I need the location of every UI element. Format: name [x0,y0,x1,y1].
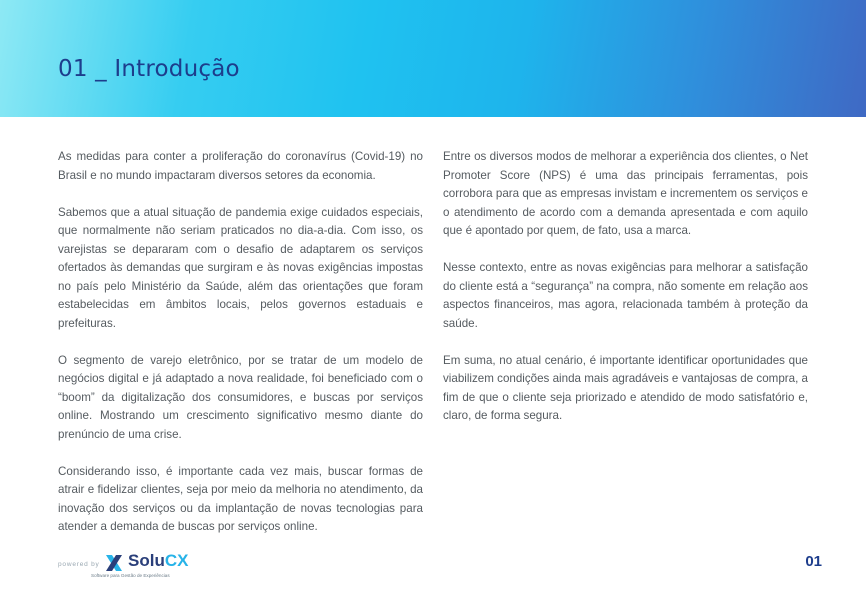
paragraph: Sabemos que a atual situação de pandemia exige cuidados especiais, que normalmente não seriam praticados no dia-a-dia. Com isso, os varejistas se depararam com o desafio de adaptarem os serviços ofertados às demandas que surgiram e às novas exigências impostas no país pelo Ministério da Saúde, além das orientações que foram estabelecidas em âmbitos locais, pelos governos estaduais e prefeituras. [58,205,423,330]
logo-wordmark-cx: CX [164,551,189,570]
paragraph: Em suma, no atual cenário, é importante identificar oportunidades que viabilizem condições ainda mais agradáveis e vantajosas de compra, a fim de que o cliente seja priorizado e atendido de modo satisfatório e, claro, de forma segura. [443,353,808,422]
logo-tagline: Software para Gestão de Experiências [91,573,170,578]
header-banner [0,0,866,117]
logo-wordmark-solu: Solu [128,551,165,570]
paragraph: O segmento de varejo eletrônico, por se tratar de um modelo de negócios digital e já adaptado a nova realidade, foi beneficiado com o “boom” da digitalização dos consumidores, e buscas por serviços online. Mostrando um crescimento significativo mesmo diante do prenúncio de uma crise. [58,353,423,441]
paragraph: Considerando isso, é importante cada vez mais, buscar formas de atrair e fidelizar clientes, seja por meio da melhoria no atendimento, da inovação dos serviços ou da implantação de novas tecnologias para atender a demanda de buscas por serviços online. [58,464,423,533]
page-title: 01 _ Introdução [58,56,240,82]
page-number: 01 [805,553,822,570]
left-column [58,148,423,555]
paragraph: Nesse contexto, entre as novas exigências para melhorar a satisfação do cliente está a “segurança” na compra, não somente em relação aos aspectos financeiros, mas agora, relacionada também à proteção da saúde. [443,261,808,330]
logo-wordmark [128,551,188,571]
powered-by-label: powered by [58,561,100,568]
footer-brand [58,551,258,581]
right-column [443,148,808,444]
solucx-logo-icon [104,553,124,573]
paragraph: Entre os diversos modos de melhorar a experiência dos clientes, o Net Promoter Score (NPS) é uma das principais ferramentas, pois corrobora para que as empresas invistam e incrementem os serviços e o atendimento de acordo com a demanda apresentada e com aquilo que é apontado por quem, de fato, usa a marca. [443,150,808,237]
paragraph: As medidas para conter a proliferação do coronavírus (Covid-19) no Brasil e no mundo impactaram diversos setores da economia. [58,150,423,182]
